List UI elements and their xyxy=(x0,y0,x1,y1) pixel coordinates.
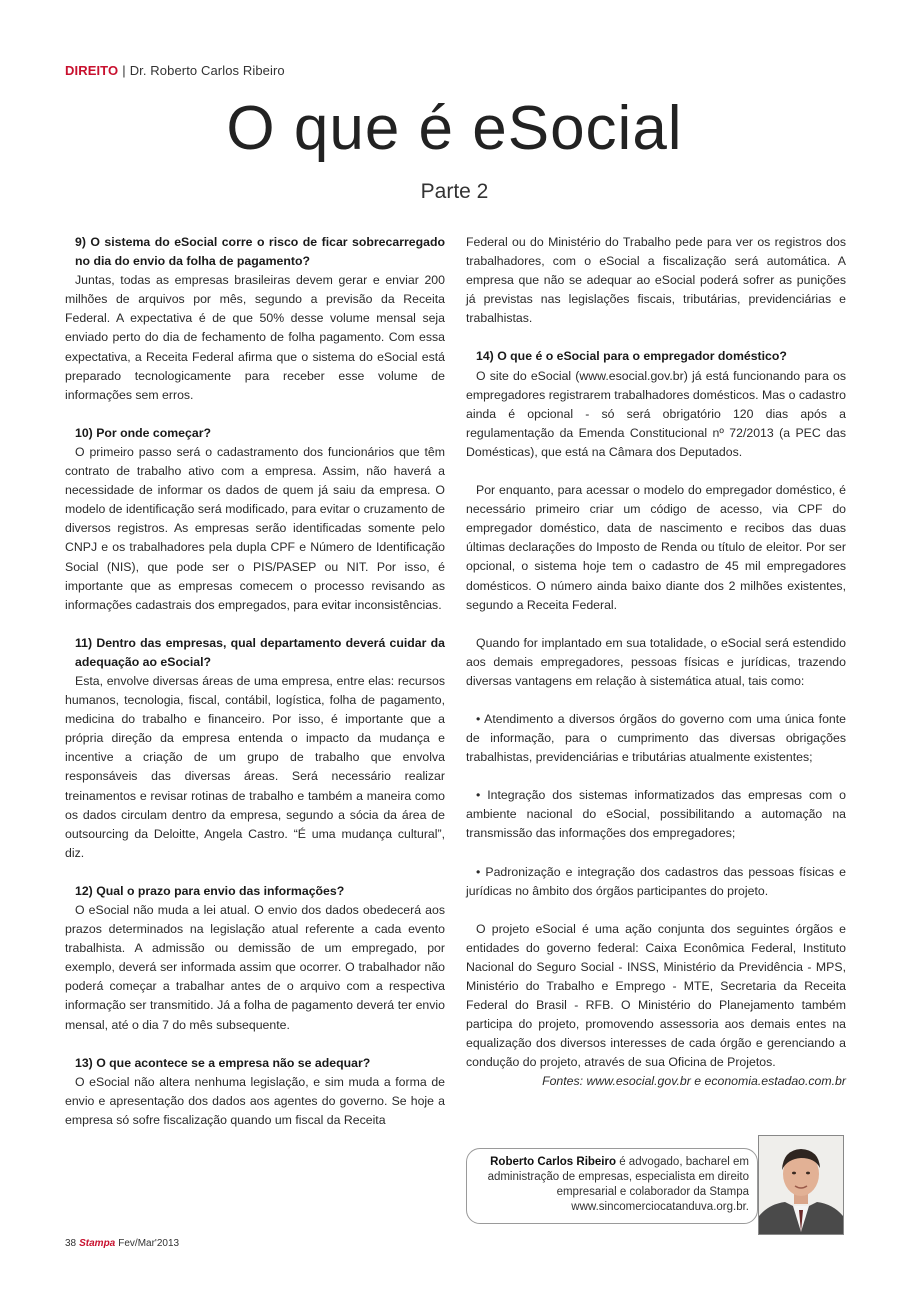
bio-website: www.sincomerciocatanduva.org.br. xyxy=(571,1201,749,1213)
answer-13: O eSocial não altera nenhuma legislação, e sim muda a forma de envio e apresentação dos dados aos agentes do governo. Se hoje a empresa só sofre fiscalização quando um fiscal da Receita xyxy=(65,1074,445,1127)
author-bio xyxy=(477,1155,749,1215)
answer-14-paragraph-1: O site do eSocial (www.esocial.gov.br) já está funcionando para os empregadores registrarem trabalhadores domésticos. Mas o cadastro ainda é opcional - só será obrigatório 120 dias após a regulamentação da Emenda Constitucional nº 72/2013 (a PEC das Domésticas), que está na Câmara dos Deputados. xyxy=(466,368,847,459)
section-label: DIREITO xyxy=(65,63,119,78)
article-subtitle: Parte 2 xyxy=(420,180,489,203)
answer-14-paragraph-2: Por enquanto, para acessar o modelo do empregador doméstico, é necessário primeiro criar um código de acesso, via CPF do empregador doméstico, data de nascimento e recibos das duas últimas declarações do Imposto de Renda ou título de eleitor. Por ser opcional, o sistema hoje tem o cadastro de 45 mil empregadores domésticos. O número ainda baixo diante dos 2 milhões existentes, segundo a Receita Federal. xyxy=(466,483,846,612)
footer-issue: Fev/Mar'2013 xyxy=(118,1238,180,1249)
closing-paragraph: O projeto eSocial é uma ação conjunta dos seguintes órgãos e entidades do governo federal: Caixa Econômica Federal, Instituto Nacional do Seguro Social - INSS, Ministério da Previdência - MPS, Ministério do Trabalho e Emprego - MTE, Secretaria da Receita Federal do Brasil - RFB. O Ministério do Planejamento também participa do projeto, promovendo assessoria aos demais entes na equalização dos diversos interesses de cada órgão e gerenciando a condução do projeto, através de sua Oficina de Projetos. xyxy=(466,921,846,1070)
page-number: 38 xyxy=(65,1238,77,1249)
page-footer xyxy=(65,1238,179,1249)
question-12: 12) Qual o prazo para envio das informações? xyxy=(75,883,345,898)
benefit-bullet-1: • Atendimento a diversos órgãos do governo com uma única fonte de informação, para o cumprimento das diversas obrigações trabalhistas, previdenciárias e tributárias atualmente existentes; xyxy=(466,711,846,765)
right-column xyxy=(466,233,846,1092)
bio-description: é advogado, bacharel em administração de empresas, especialista em direito empresarial e colaborador da Stampa xyxy=(487,1156,749,1198)
article-title: O que é eSocial xyxy=(226,94,683,163)
sources-line: Fontes: www.esocial.gov.br e economia.estadao.com.br xyxy=(542,1074,846,1089)
author-bio-box xyxy=(466,1148,758,1224)
article-header xyxy=(65,63,285,78)
question-9: 9) O sistema do eSocial corre o risco de ficar sobrecarregado no dia do envio da folha de pagamento? xyxy=(75,235,445,269)
benefit-bullet-2: • Integração dos sistemas informatizados das empresas com o ambiente nacional do eSocial, possibilitando a automação na transmissão das informações dos empregadores; xyxy=(466,788,846,841)
question-10: 10) Por onde começar? xyxy=(75,425,211,440)
answer-9: Juntas, todas as empresas brasileiras devem gerar e enviar 200 milhões de arquivos por mês, segundo a previsão da Receita Federal. A expectativa é de que 50% desse volume mensal seja enviado perto do dia de fechamento de folha pagamento. Com essa expectativa, a Receita Federal afirma que o sistema do eSocial está preparado tecnologicamente para receber esse volume de informações sem erros. xyxy=(65,273,445,402)
header-author: Dr. Roberto Carlos Ribeiro xyxy=(129,63,285,78)
answer-12: O eSocial não muda a lei atual. O envio dos dados obedecerá aos prazos determinados na legislação atual referente a cada evento trabalhista. A admissão ou demissão de um empregado, por exemplo, deverá ser informada assim que ocorrer. O trabalhador não poderá começar a trabalhar antes de o arquivo com a respectiva informação ser transmitido. Já a folha de pagamento deverá ter envio mensal, até o dia 7 do mês subsequente. xyxy=(65,903,445,1032)
header-separator: | xyxy=(122,63,126,78)
footer-brand: Stampa xyxy=(79,1238,116,1249)
answer-11: Esta, envolve diversas áreas de uma empresa, entre elas: recursos humanos, tecnologia, fiscal, contábil, logística, folha de pagamento, medicina do trabalho e financeiro. Por isso, é importante que a própria direção da empresa entenda o impacto da mudança e incentive a criação de um grupo de trabalho que envolva responsáveis das diversas áreas. Será necessário realizar treinamentos e revisar rotinas de trabalho e também a maneira como os dados circulam dentro da empresa, segundo a sócia da área de outsourcing da Deloitte, Angela Castro. “É uma mudança cultural”, diz. xyxy=(65,673,445,860)
answer-10: O primeiro passo será o cadastramento dos funcionários que têm contrato de trabalho ativo com a empresa. Assim, não haverá a necessidade de informar os dados de quem já saiu da empresa. O modelo de identificação será modificado, para evitar o cruzamento de diversos registros. As empresas serão identificadas somente pelo CNPJ e os trabalhadores pela dupla CPF e Número de Identificação Social (NIS), que pode ser o PIS/PASEP ou NIT. Por isso, é importante que as empresas comecem o processo revisando as informações cadastrais dos empregados, para evitar inconsistências. xyxy=(65,444,445,612)
left-column xyxy=(65,233,445,1130)
author-photo xyxy=(758,1135,844,1235)
question-13: 13) O que acontece se a empresa não se adequar? xyxy=(75,1055,371,1070)
answer-13-continued: Federal ou do Ministério do Trabalho pede para ver os registros dos trabalhadores, com o eSocial a fiscalização será automática. A empresa que não se adequar ao eSocial poderá sofrer as punições já previstas nas legislações fiscais, tributárias, previdenciárias e trabalhistas. xyxy=(466,235,846,326)
benefit-bullet-3: • Padronização e integração dos cadastros das pessoas físicas e jurídicas no âmbito dos órgãos participantes do projeto. xyxy=(466,864,846,898)
bio-author-name: Roberto Carlos Ribeiro xyxy=(490,1156,617,1168)
author-portrait-icon xyxy=(759,1136,843,1234)
question-11: 11) Dentro das empresas, qual departamento deverá cuidar da adequação ao eSocial? xyxy=(75,635,445,669)
answer-14-paragraph-3: Quando for implantado em sua totalidade, o eSocial será estendido aos demais empregadores, pessoas físicas e jurídicas, trazendo diversas vantagens em relação à sistemática atual, tais como: xyxy=(466,635,846,688)
question-14: 14) O que é o eSocial para o empregador doméstico? xyxy=(476,349,787,364)
